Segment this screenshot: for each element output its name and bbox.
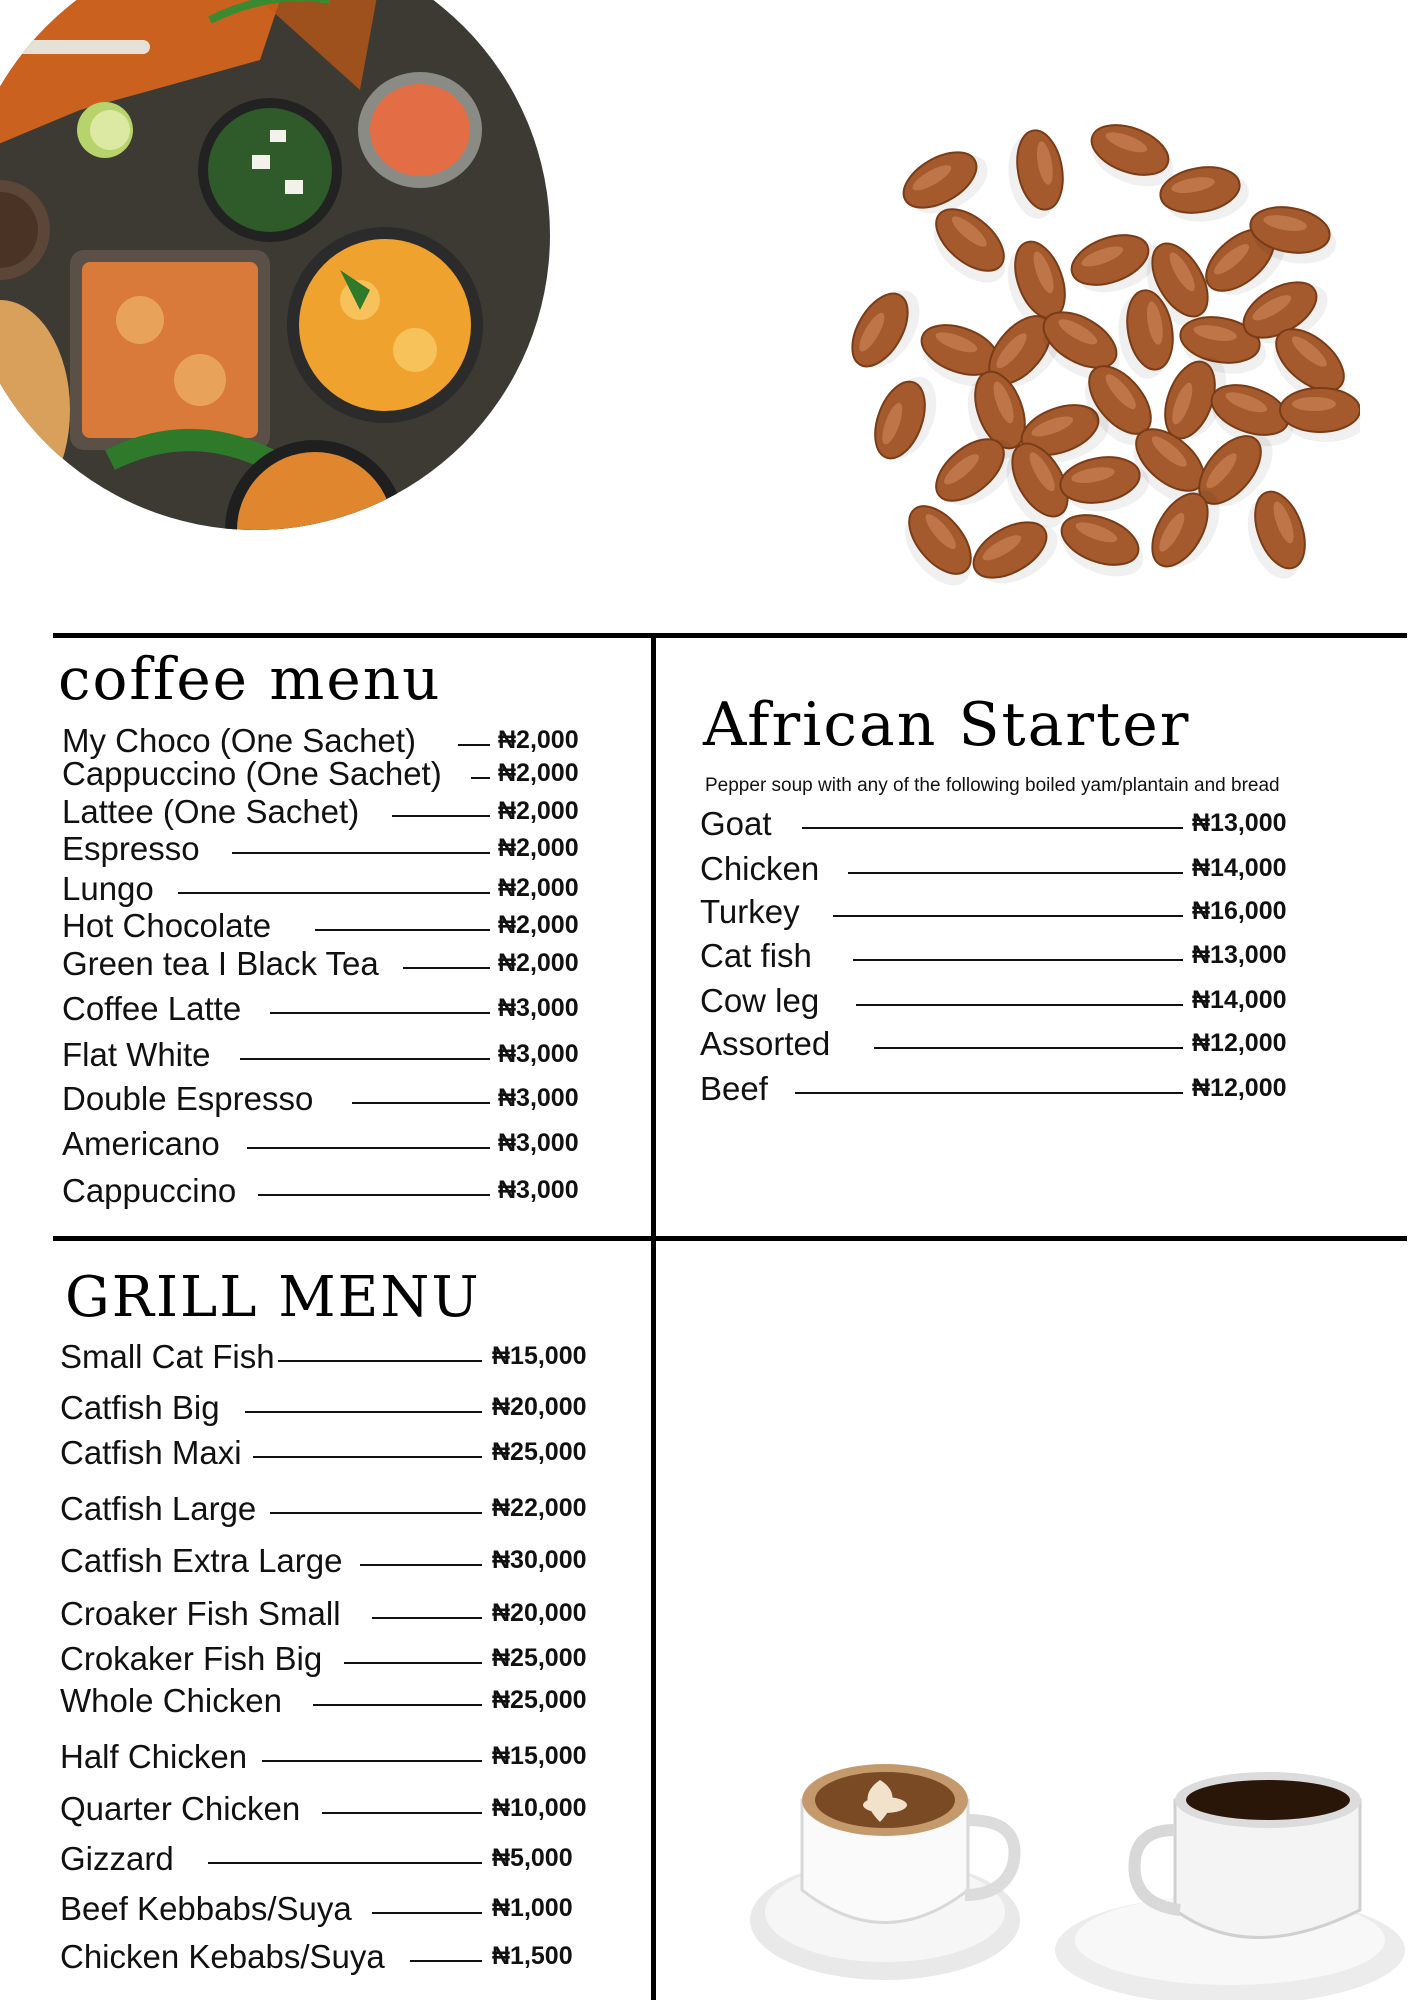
- african_starter-item-price: ₦14,000: [1192, 854, 1287, 882]
- grill-menu-title: GRILL MENU: [65, 1265, 481, 1330]
- almond-icon: [1051, 506, 1152, 587]
- african_starter-item-name: Cat fish: [700, 937, 812, 974]
- almond-icon: [1236, 485, 1317, 586]
- grill_menu-item-name: Beef Kebbabs/Suya: [60, 1890, 352, 1927]
- divider-middle: [53, 1236, 1407, 1241]
- coffee_menu-item-name: Cappuccino: [62, 1172, 237, 1209]
- grill_menu-item-price: ₦25,000: [492, 1438, 587, 1466]
- coffee_menu-item-leader-line: [403, 967, 490, 969]
- grill_menu-item-price: ₦20,000: [492, 1393, 587, 1421]
- coffee_menu-item-leader-line: [315, 929, 490, 931]
- coffee_menu-item-price: ₦2,000: [498, 797, 579, 825]
- african_starter-item-leader-line: [848, 872, 1183, 874]
- divider-vertical: [651, 633, 656, 2000]
- african-starter-title: African Starter: [703, 690, 1191, 760]
- coffee_menu-item-name: Double Espresso: [62, 1080, 314, 1117]
- grill_menu-item-price: ₦22,000: [492, 1494, 587, 1522]
- coffee-menu-title: coffee menu: [58, 645, 442, 713]
- grill_menu-item-leader-line: [313, 1704, 482, 1706]
- coffee_menu-item-name: My Choco (One Sachet): [62, 722, 416, 759]
- african_starter-item-leader-line: [795, 1092, 1183, 1094]
- coffee_menu-item-leader-line: [247, 1147, 490, 1149]
- african_starter-item-name: Turkey: [700, 893, 800, 930]
- coffee_menu-item-price: ₦2,000: [498, 759, 579, 787]
- grill_menu-item-price: ₦15,000: [492, 1342, 587, 1370]
- grill_menu-item-name: Chicken Kebabs/Suya: [60, 1938, 385, 1975]
- african_starter-item-price: ₦13,000: [1192, 941, 1287, 969]
- coffee_menu-item-name: Flat White: [62, 1036, 211, 1073]
- african_starter-item-name: Cow leg: [700, 982, 820, 1019]
- grill_menu-item-leader-line: [372, 1912, 482, 1914]
- coffee_menu-item-price: ₦3,000: [498, 1040, 579, 1068]
- grill_menu-item-name: Catfish Big: [60, 1389, 220, 1426]
- african_starter-item-leader-line: [833, 915, 1183, 917]
- coffee_menu-item-leader-line: [458, 744, 490, 746]
- grill_menu-item-name: Catfish Large: [60, 1490, 257, 1527]
- grill_menu-item-price: ₦10,000: [492, 1794, 587, 1822]
- grill_menu-item-leader-line: [262, 1760, 482, 1762]
- grill_menu-item-price: ₦15,000: [492, 1742, 587, 1770]
- african_starter-item-price: ₦14,000: [1192, 986, 1287, 1014]
- divider-top: [53, 633, 1407, 638]
- coffee_menu-item-leader-line: [178, 892, 490, 894]
- grill_menu-item-name: Gizzard: [60, 1840, 174, 1877]
- coffee_menu-item-price: ₦3,000: [498, 994, 579, 1022]
- coffee_menu-item-name: Green tea I Black Tea: [62, 945, 379, 982]
- coffee_menu-item-name: Coffee Latte: [62, 990, 242, 1027]
- coffee_menu-item-leader-line: [232, 852, 490, 854]
- coffee_menu-item-name: Lattee (One Sachet): [62, 793, 360, 830]
- coffee_menu-item-price: ₦2,000: [498, 911, 579, 939]
- coffee_menu-item-name: Cappuccino (One Sachet): [62, 755, 442, 792]
- african_starter-item-name: Assorted: [700, 1025, 831, 1062]
- grill_menu-item-price: ₦1,500: [492, 1942, 573, 1970]
- almond-icon: [1002, 127, 1070, 223]
- coffee_menu-item-leader-line: [240, 1058, 490, 1060]
- almonds-image: [800, 110, 1360, 630]
- grill_menu-item-name: Whole Chicken: [60, 1682, 282, 1719]
- grill_menu-item-leader-line: [360, 1564, 482, 1566]
- coffee_menu-item-name: Hot Chocolate: [62, 907, 272, 944]
- coffee-cups-image: [730, 1740, 1414, 2000]
- almond-icon: [841, 277, 932, 380]
- coffee_menu-item-name: Americano: [62, 1125, 220, 1162]
- grill_menu-item-price: ₦25,000: [492, 1686, 587, 1714]
- african-starter-note: Pepper soup with any of the following boiled yam/plantain and bread: [705, 775, 1280, 796]
- grill_menu-item-name: Crokaker Fish Big: [60, 1640, 323, 1677]
- almond-icon: [890, 495, 988, 597]
- coffee_menu-item-price: ₦3,000: [498, 1129, 579, 1157]
- african_starter-item-name: Chicken: [700, 850, 820, 887]
- african_starter-item-leader-line: [853, 959, 1183, 961]
- grill_menu-item-name: Small Cat Fish: [60, 1338, 275, 1375]
- grill_menu-item-leader-line: [410, 1960, 482, 1962]
- grill_menu-item-leader-line: [270, 1512, 482, 1514]
- african_starter-item-price: ₦16,000: [1192, 897, 1287, 925]
- grill_menu-item-price: ₦5,000: [492, 1844, 573, 1872]
- coffee_menu-item-price: ₦2,000: [498, 874, 579, 902]
- african_starter-item-price: ₦13,000: [1192, 809, 1287, 837]
- grill_menu-item-leader-line: [278, 1360, 482, 1362]
- grill_menu-item-name: Quarter Chicken: [60, 1790, 301, 1827]
- coffee_menu-item-name: Espresso: [62, 830, 200, 867]
- grill_menu-item-leader-line: [245, 1411, 482, 1413]
- grill_menu-item-leader-line: [372, 1617, 482, 1619]
- coffee_menu-item-price: ₦2,000: [498, 949, 579, 977]
- african_starter-item-leader-line: [856, 1004, 1183, 1006]
- grill_menu-item-leader-line: [208, 1862, 482, 1864]
- coffee_menu-item-leader-line: [352, 1102, 490, 1104]
- african_starter-item-leader-line: [802, 827, 1183, 829]
- grill_menu-item-name: Half Chicken: [60, 1738, 248, 1775]
- grill_menu-item-leader-line: [344, 1662, 482, 1664]
- african_starter-item-name: Goat: [700, 805, 772, 842]
- coffee_menu-item-price: ₦3,000: [498, 1176, 579, 1204]
- coffee_menu-item-name: Lungo: [62, 870, 154, 907]
- grill_menu-item-leader-line: [322, 1812, 482, 1814]
- coffee_menu-item-leader-line: [258, 1194, 490, 1196]
- grill_menu-item-price: ₦1,000: [492, 1894, 573, 1922]
- coffee_menu-item-price: ₦2,000: [498, 726, 579, 754]
- african_starter-item-price: ₦12,000: [1192, 1029, 1287, 1057]
- grill_menu-item-price: ₦30,000: [492, 1546, 587, 1574]
- coffee_menu-item-leader-line: [392, 815, 490, 817]
- grill_menu-item-leader-line: [253, 1456, 482, 1458]
- grill_menu-item-name: Croaker Fish Small: [60, 1595, 341, 1632]
- african_starter-item-name: Beef: [700, 1070, 768, 1107]
- coffee_menu-item-leader-line: [471, 777, 490, 779]
- coffee_menu-item-price: ₦3,000: [498, 1084, 579, 1112]
- grill_menu-item-price: ₦20,000: [492, 1599, 587, 1627]
- grill_menu-item-price: ₦25,000: [492, 1644, 587, 1672]
- food-platter-image: [0, 0, 550, 530]
- almond-icon: [866, 367, 947, 468]
- grill_menu-item-name: Catfish Extra Large: [60, 1542, 343, 1579]
- grill_menu-item-name: Catfish Maxi: [60, 1434, 242, 1471]
- coffee_menu-item-price: ₦2,000: [498, 834, 579, 862]
- african_starter-item-leader-line: [874, 1047, 1183, 1049]
- coffee_menu-item-leader-line: [270, 1012, 490, 1014]
- african_starter-item-price: ₦12,000: [1192, 1074, 1287, 1102]
